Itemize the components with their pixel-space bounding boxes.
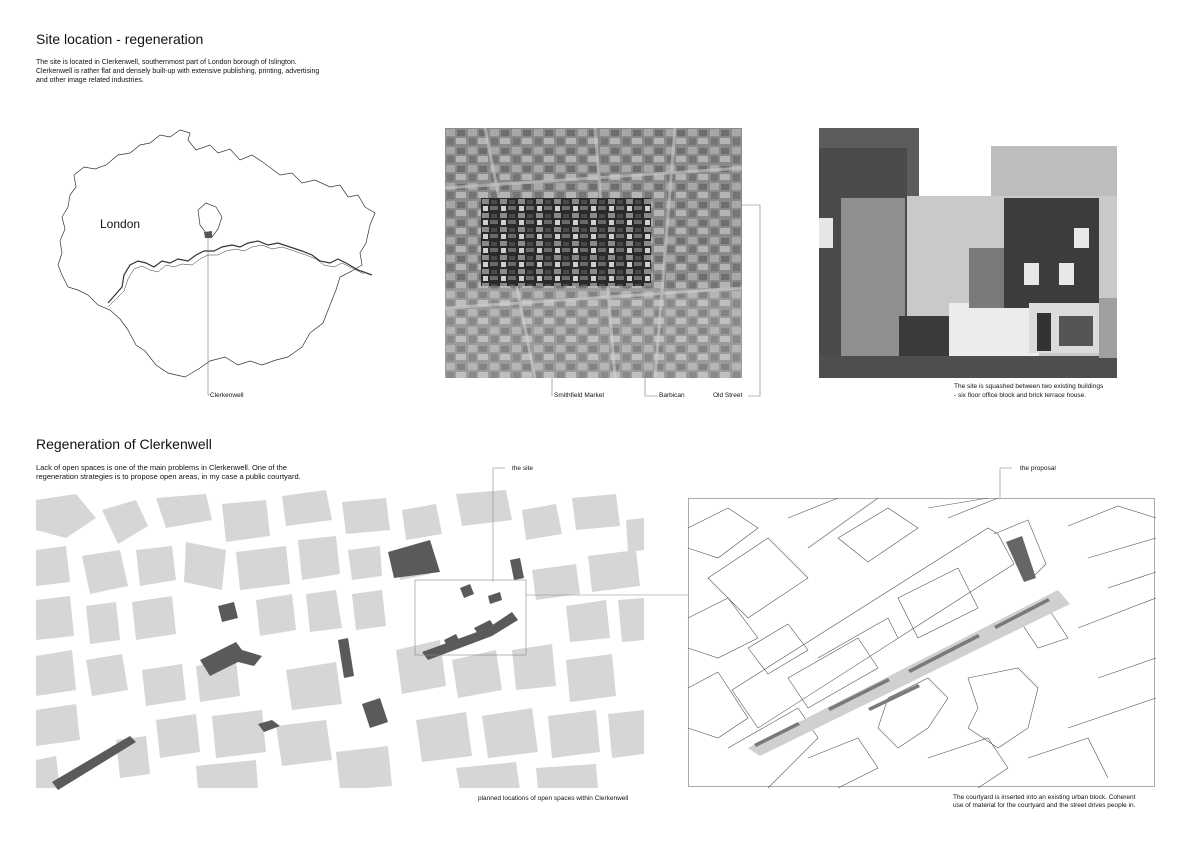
section-description: The site is located in Clerkenwell, southernmost part of London borough of Islington. Clerkenwell is rather flat and densely built-up with extensive publishing, printing, advertising and other image related industries.	[36, 59, 320, 84]
section2-description: Lack of open spaces is one of the main problems in Clerkenwell. One of the regeneration strategies is to propose open areas, in my case a public courtyard.	[36, 463, 301, 481]
clerkenwell-callout: Clerkenwell	[210, 392, 244, 399]
section2-title: Regeneration of Clerkenwell	[36, 436, 212, 452]
photo-caption-line1: The site is squashed between two existing buildings	[954, 383, 1104, 390]
the-site-callout: the site	[512, 465, 533, 472]
section-title: Site location - regeneration	[36, 31, 204, 47]
barbican-callout: Barbican	[659, 392, 685, 399]
smithfield-callout: Smithfield Market	[554, 392, 605, 399]
the-proposal-callout: the proposal	[1020, 465, 1056, 472]
london-label: London	[100, 217, 141, 231]
photo-caption-line2: - six floor office block and brick terrace house.	[954, 392, 1087, 399]
site-plan-caption-line1: The courtyard is inserted into an existing urban block. Coherent	[953, 794, 1136, 801]
site-plan	[688, 498, 1156, 788]
site-plan-caption-line2: use of material for the courtyard and the street drives people in.	[953, 802, 1136, 809]
figure-ground-caption: planned locations of open spaces within Clerkenwell	[478, 795, 629, 802]
old-street-callout: Old Street	[713, 392, 743, 399]
